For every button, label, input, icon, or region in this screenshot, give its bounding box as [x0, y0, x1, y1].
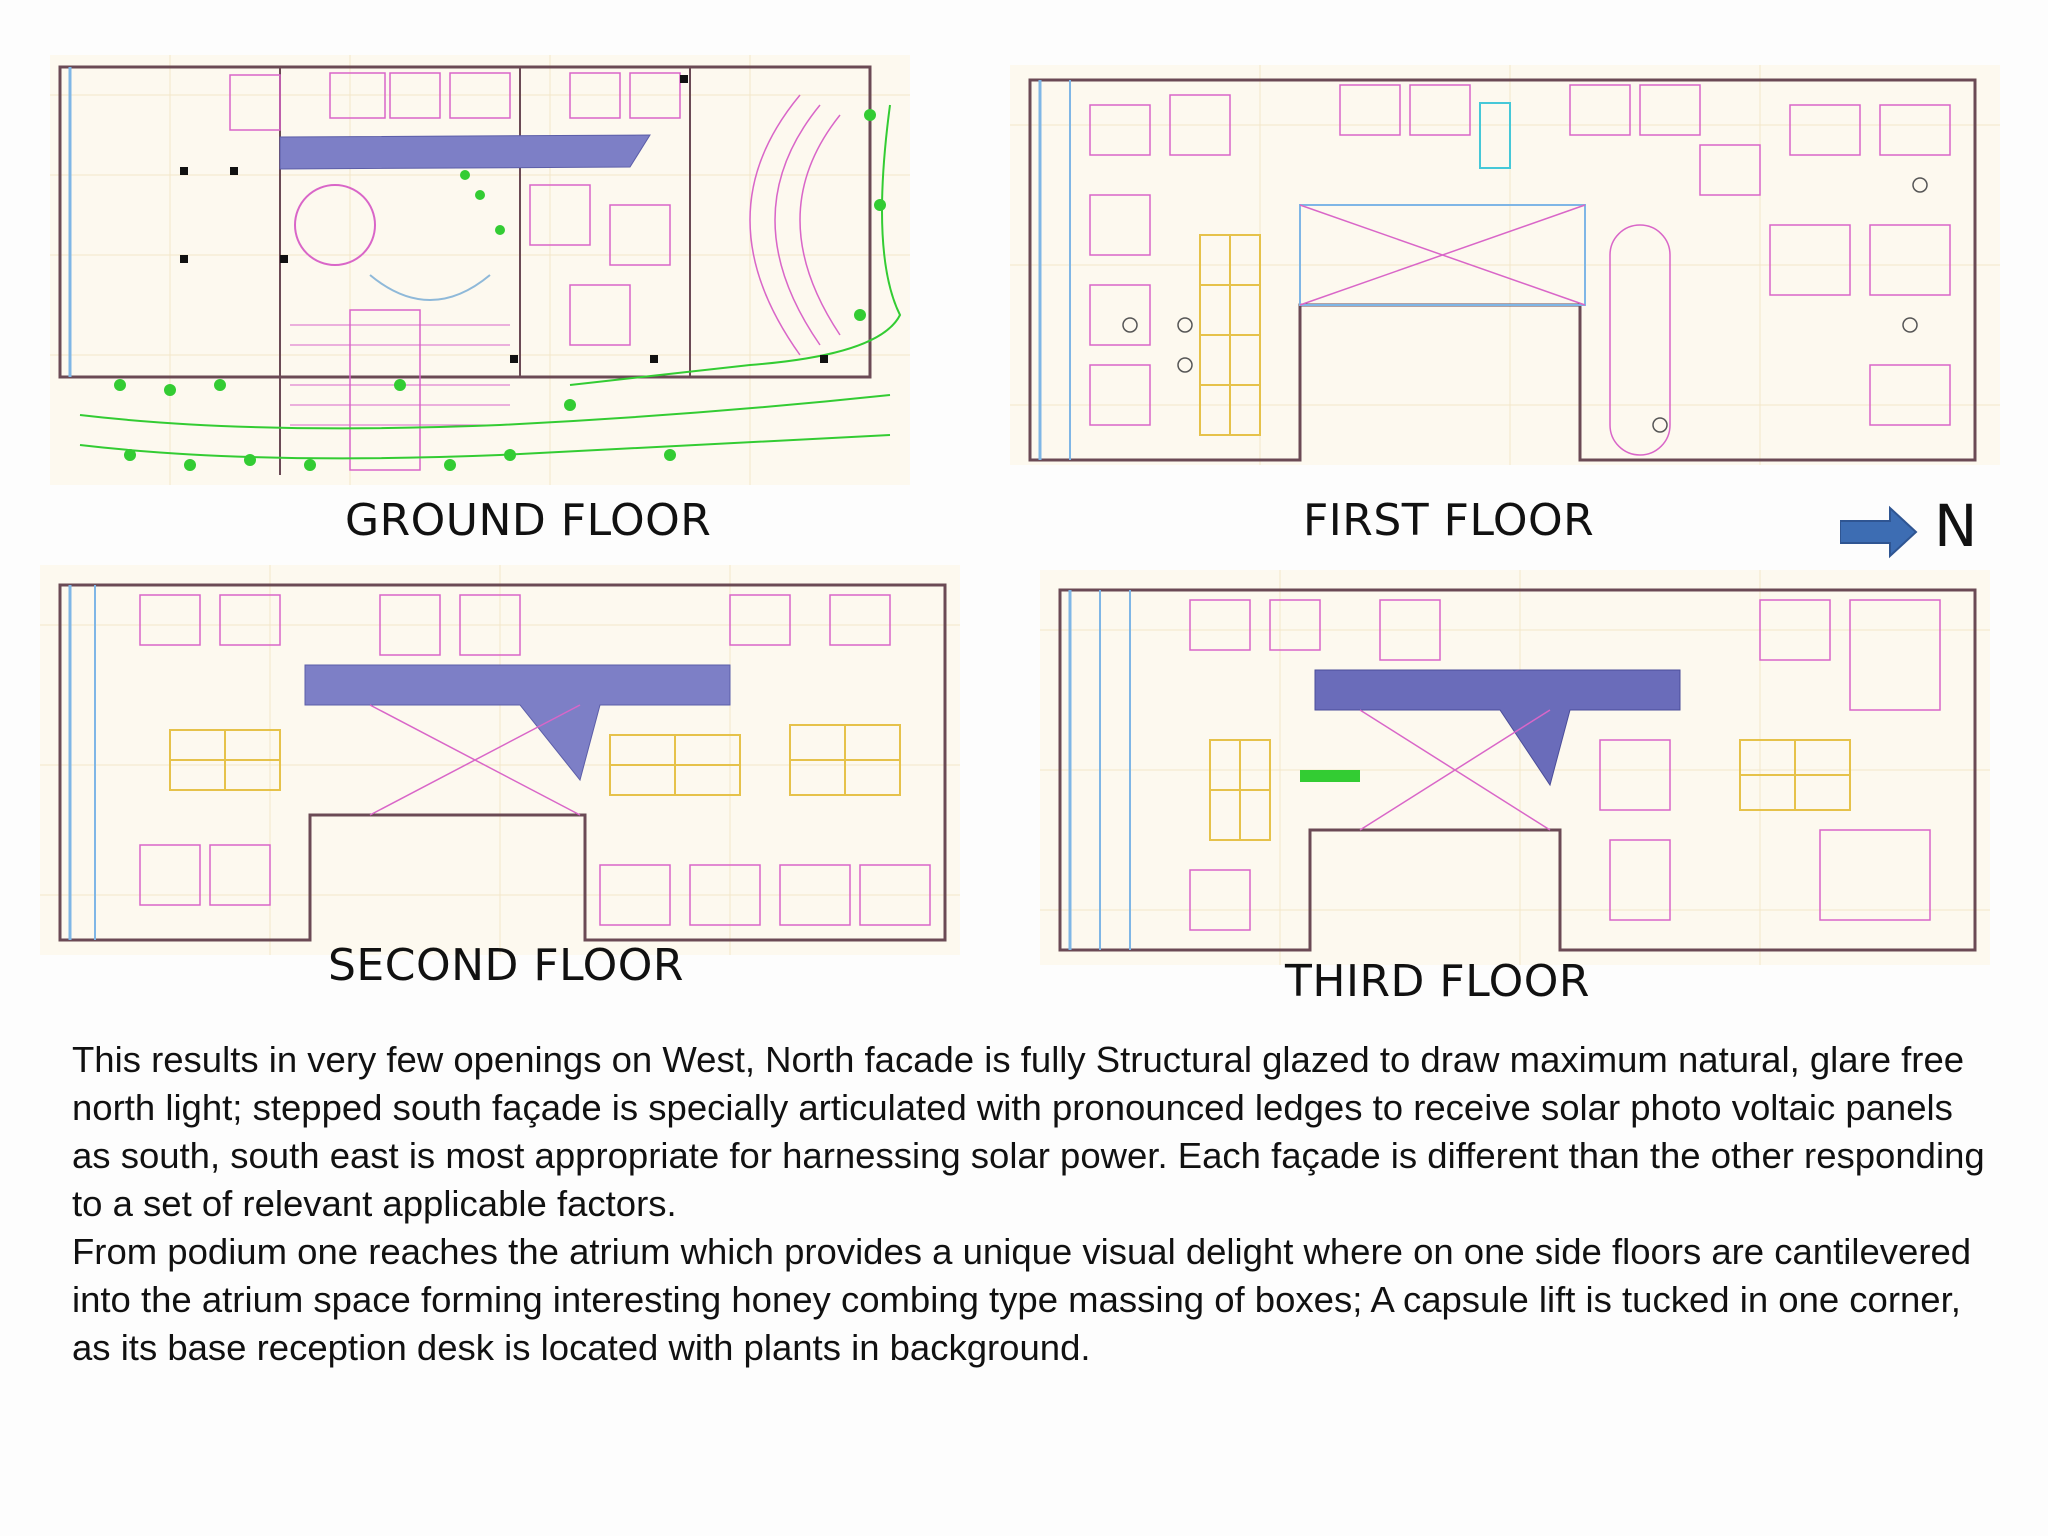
- second-floor-plan: [40, 565, 960, 955]
- second-floor-drawing: [40, 565, 960, 955]
- ground-floor-label: GROUND FLOOR: [345, 495, 712, 546]
- description-paragraph: This results in very few openings on West, North facade is fully Structural glazed to draw maximum natural, glare free north light; stepped south façade is specially articulated with pronounced ledges to receive solar photo voltaic panels as south, south east is most appropriate for harnessing solar power. Each façade is different than the other responding to a set of relevant applicable factors.: [72, 1039, 1985, 1224]
- first-floor-plan: [1010, 65, 2000, 465]
- third-floor-label: THIRD FLOOR: [1285, 956, 1590, 1007]
- description-text: [72, 1036, 1992, 1372]
- description-paragraph: From podium one reaches the atrium which provides a unique visual delight where on one side floors are cantilevered into the atrium space forming interesting honey combing type massing of boxes; A capsule lift is tucked in one corner, as its base reception desk is located with plants in background.: [72, 1231, 1972, 1368]
- north-label: N: [1934, 492, 1978, 560]
- third-floor-plan: [1040, 570, 1990, 965]
- second-floor-label: SECOND FLOOR: [328, 940, 684, 991]
- ground-floor-drawing: [50, 55, 910, 485]
- first-floor-label: FIRST FLOOR: [1303, 495, 1595, 546]
- ground-floor-plan: [50, 55, 910, 485]
- third-floor-drawing: [1040, 570, 1990, 965]
- first-floor-drawing: [1010, 65, 2000, 465]
